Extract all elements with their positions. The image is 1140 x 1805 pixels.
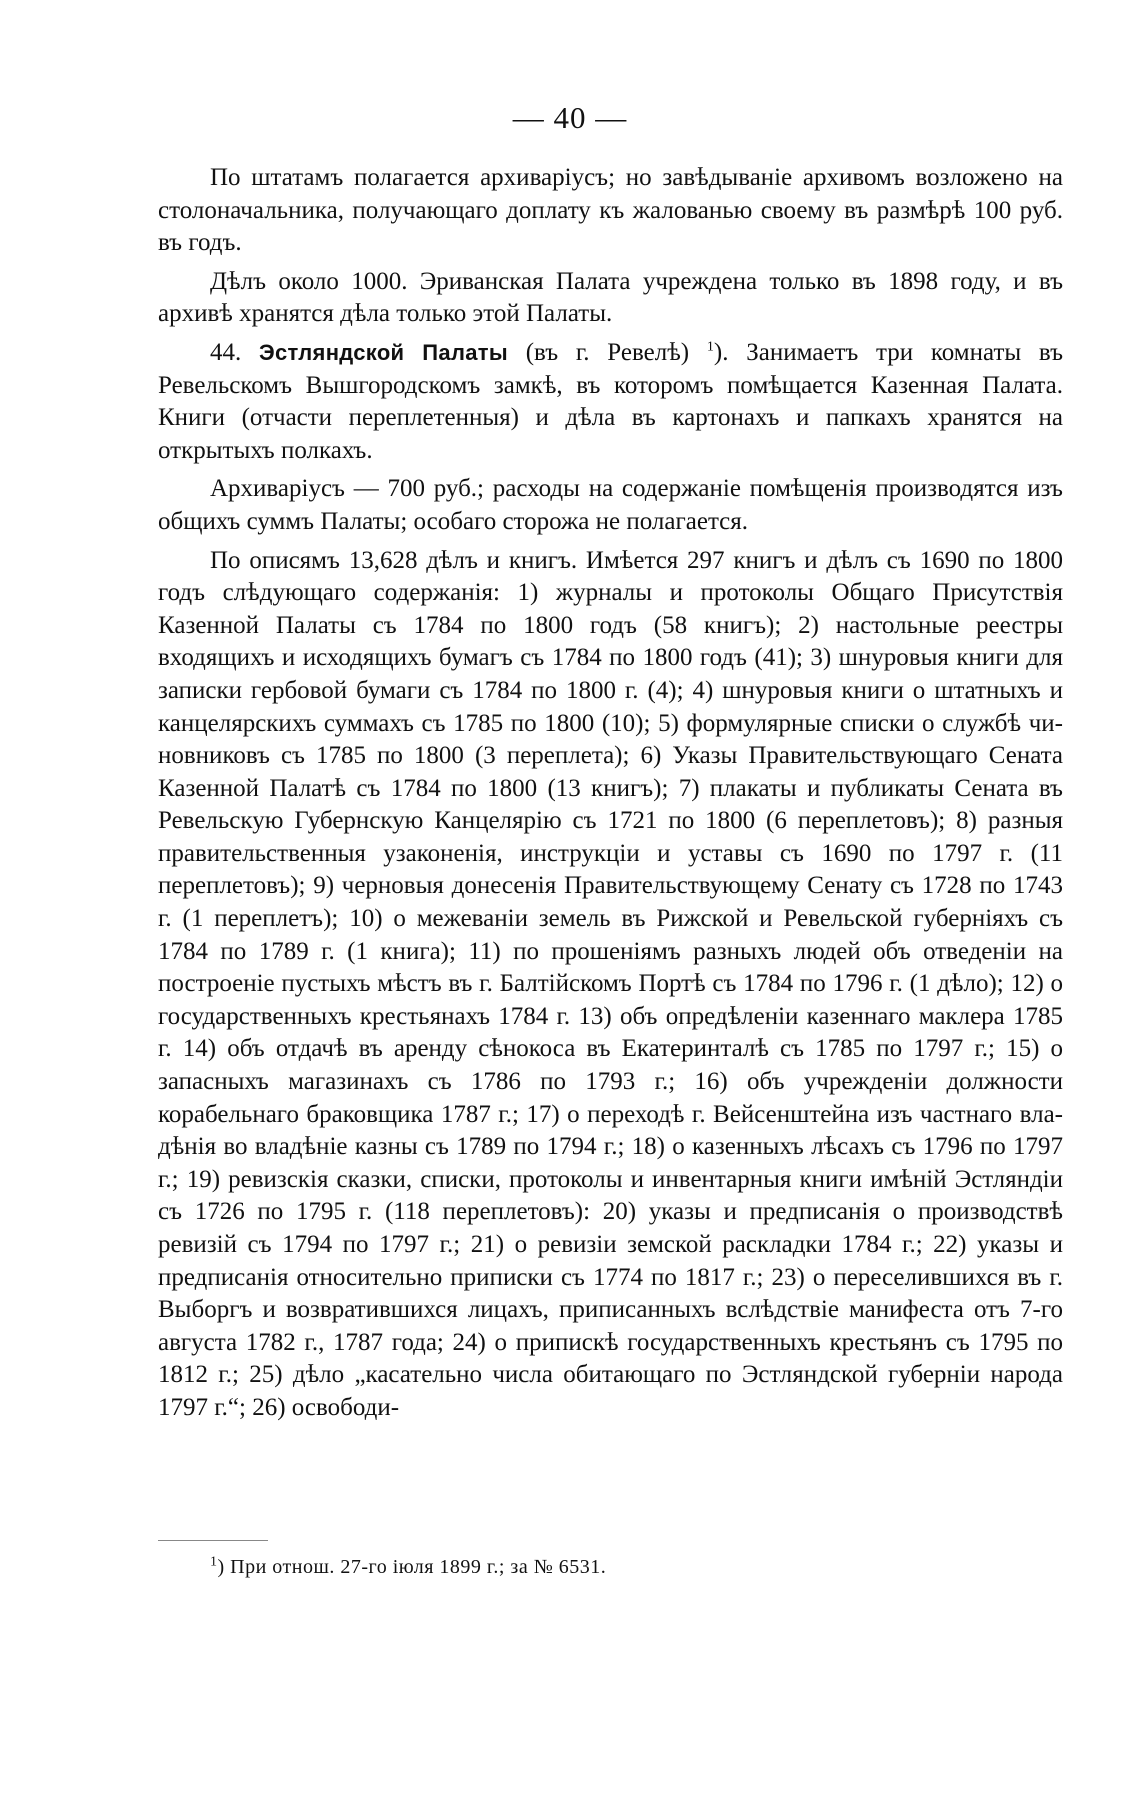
footnote [210, 1554, 606, 1580]
paragraph-erivan-chamber: Дѣлъ около 1000. Эриванская Палата учреждена только въ 1898 году, и въ архивѣ хранятся дѣла только этой Палаты. [158, 267, 1063, 328]
section-description: ). Занимаетъ три комнаты въ Ревельскомъ Вышгородскомъ замкѣ, въ которомъ помѣщается Казенная Палата. Книги (отчасти переплетенныя) и дѣла въ картонахъ и папкахъ хранятся на открытыхъ полкахъ. [158, 338, 1064, 464]
section-number: 44. [210, 338, 242, 366]
footnote-mark: 1 [210, 1554, 218, 1570]
paragraph-estland-chamber [158, 337, 1063, 467]
section-heading: Эстляндской Палаты [259, 339, 508, 365]
paragraph-expenses: Архиваріусъ — 700 руб.; расходы на содержаніе помѣщенія производятся изъ общихъ суммъ Палаты; особаго сторожа не полагается. [158, 475, 1063, 535]
paragraph-archivist-staff: По штатамъ полагается архиваріусъ; но завѣдываніе архивомъ возложено на столоначальника, получающаго доплату къ жалованью своему въ размѣрѣ 100 руб. въ годъ. [158, 164, 1063, 257]
paragraph-inventory: По описямъ 13,628 дѣлъ и книгъ. Имѣется 297 книгъ и дѣлъ съ 1690 по 1800 годъ слѣдующаго содержанія: 1) журналы и протоколы Общаго Присутствія Казенной Палаты съ 1784 по 1800 годъ (58 книгъ); 2) настольные реестры входящихъ и исходящихъ бумагъ съ 1784 по 1800 годъ (41); 3) шнуровыя книги для записки гербовой бумаги съ 1784 по 1800 г. (4); 4) шнуровыя книги о штатныхъ и канцелярскихъ суммахъ съ 1785 по 1800 (10); 5) формулярные списки о службѣ чиновниковъ съ 1785 по 1800 (3 переплета); 6) Указы Правительствующаго Сената Казенной Палатѣ съ 1784 по 1800 (13 книгъ); 7) плакаты и публикаты Сената въ Ревельскую Губернскую Канцелярію съ 1721 по 1800 (6 переплетовъ); 8) разныя правительственныя узаконенія, инструкціи и уставы съ 1690 по 1797 г. (11 переплетовъ); 9) черновыя донесенія Правительствующему Сенату съ 1728 по 1743 г. (1 переплетъ); 10) о межеваніи земель въ Рижской и Ревельской губерніяхъ съ 1784 по 1789 г. (1 книга); 11) по прошеніямъ разныхъ людей объ отведеніи на построеніе пустыхъ мѣстъ въ г. Балтійскомъ Портѣ съ 1784 по 1796 г. (1 дѣло); 12) о государственныхъ крестьянахъ 1784 г. 13) объ опредѣленіи казеннаго маклера 1785 г. 14) объ отдачѣ въ аренду сѣнокоса въ Екатеринталѣ съ 1785 по 1797 г.; 15) о запасныхъ магазинахъ съ 1786 по 1793 г.; 16) объ учрежденіи должности корабельнаго браковщика 1787 г.; 17) о переходѣ г. Вейсенштейна изъ частнаго владѣнія во владѣніе казны съ 1789 по 1794 г.; 18) о казенныхъ лѣсахъ съ 1796 по 1797 г.; 19) ревизскія сказки, списки, протоколы и инвентарныя книги имѣній Эстляндіи съ 1726 по 1795 г. (118 переплетовъ): 20) указы и предписанія о производствѣ ревизій съ 1794 по 1797 г.; 21) о ревизіи земской раскладки 1784 г.; 22) указы и предписанія относительно приписки съ 1774 по 1817 г.; 23) о переселившихся въ г. Выборгъ и возвратившихся лицахъ, приписанныхъ вслѣдствіе манифеста отъ 7-го августа 1782 г., 1787 года; 24) о припискѣ государственныхъ крестьянъ съ 1795 по 1812 г.; 25) дѣло „касательно числа обитающаго по Эстляндской губерніи народа 1797 г.“; 26) освободи- [158, 546, 1063, 1421]
section-location: (въ г. Ревелѣ) [525, 338, 690, 366]
footnote-text: ) При отнош. 27-го іюля 1899 г.; за № 6531. [217, 1556, 607, 1578]
page-number: — 40 — [512, 100, 628, 135]
body-text [158, 162, 1063, 1431]
footnote-separator [158, 1540, 268, 1541]
footnote-reference: 1 [706, 339, 714, 355]
